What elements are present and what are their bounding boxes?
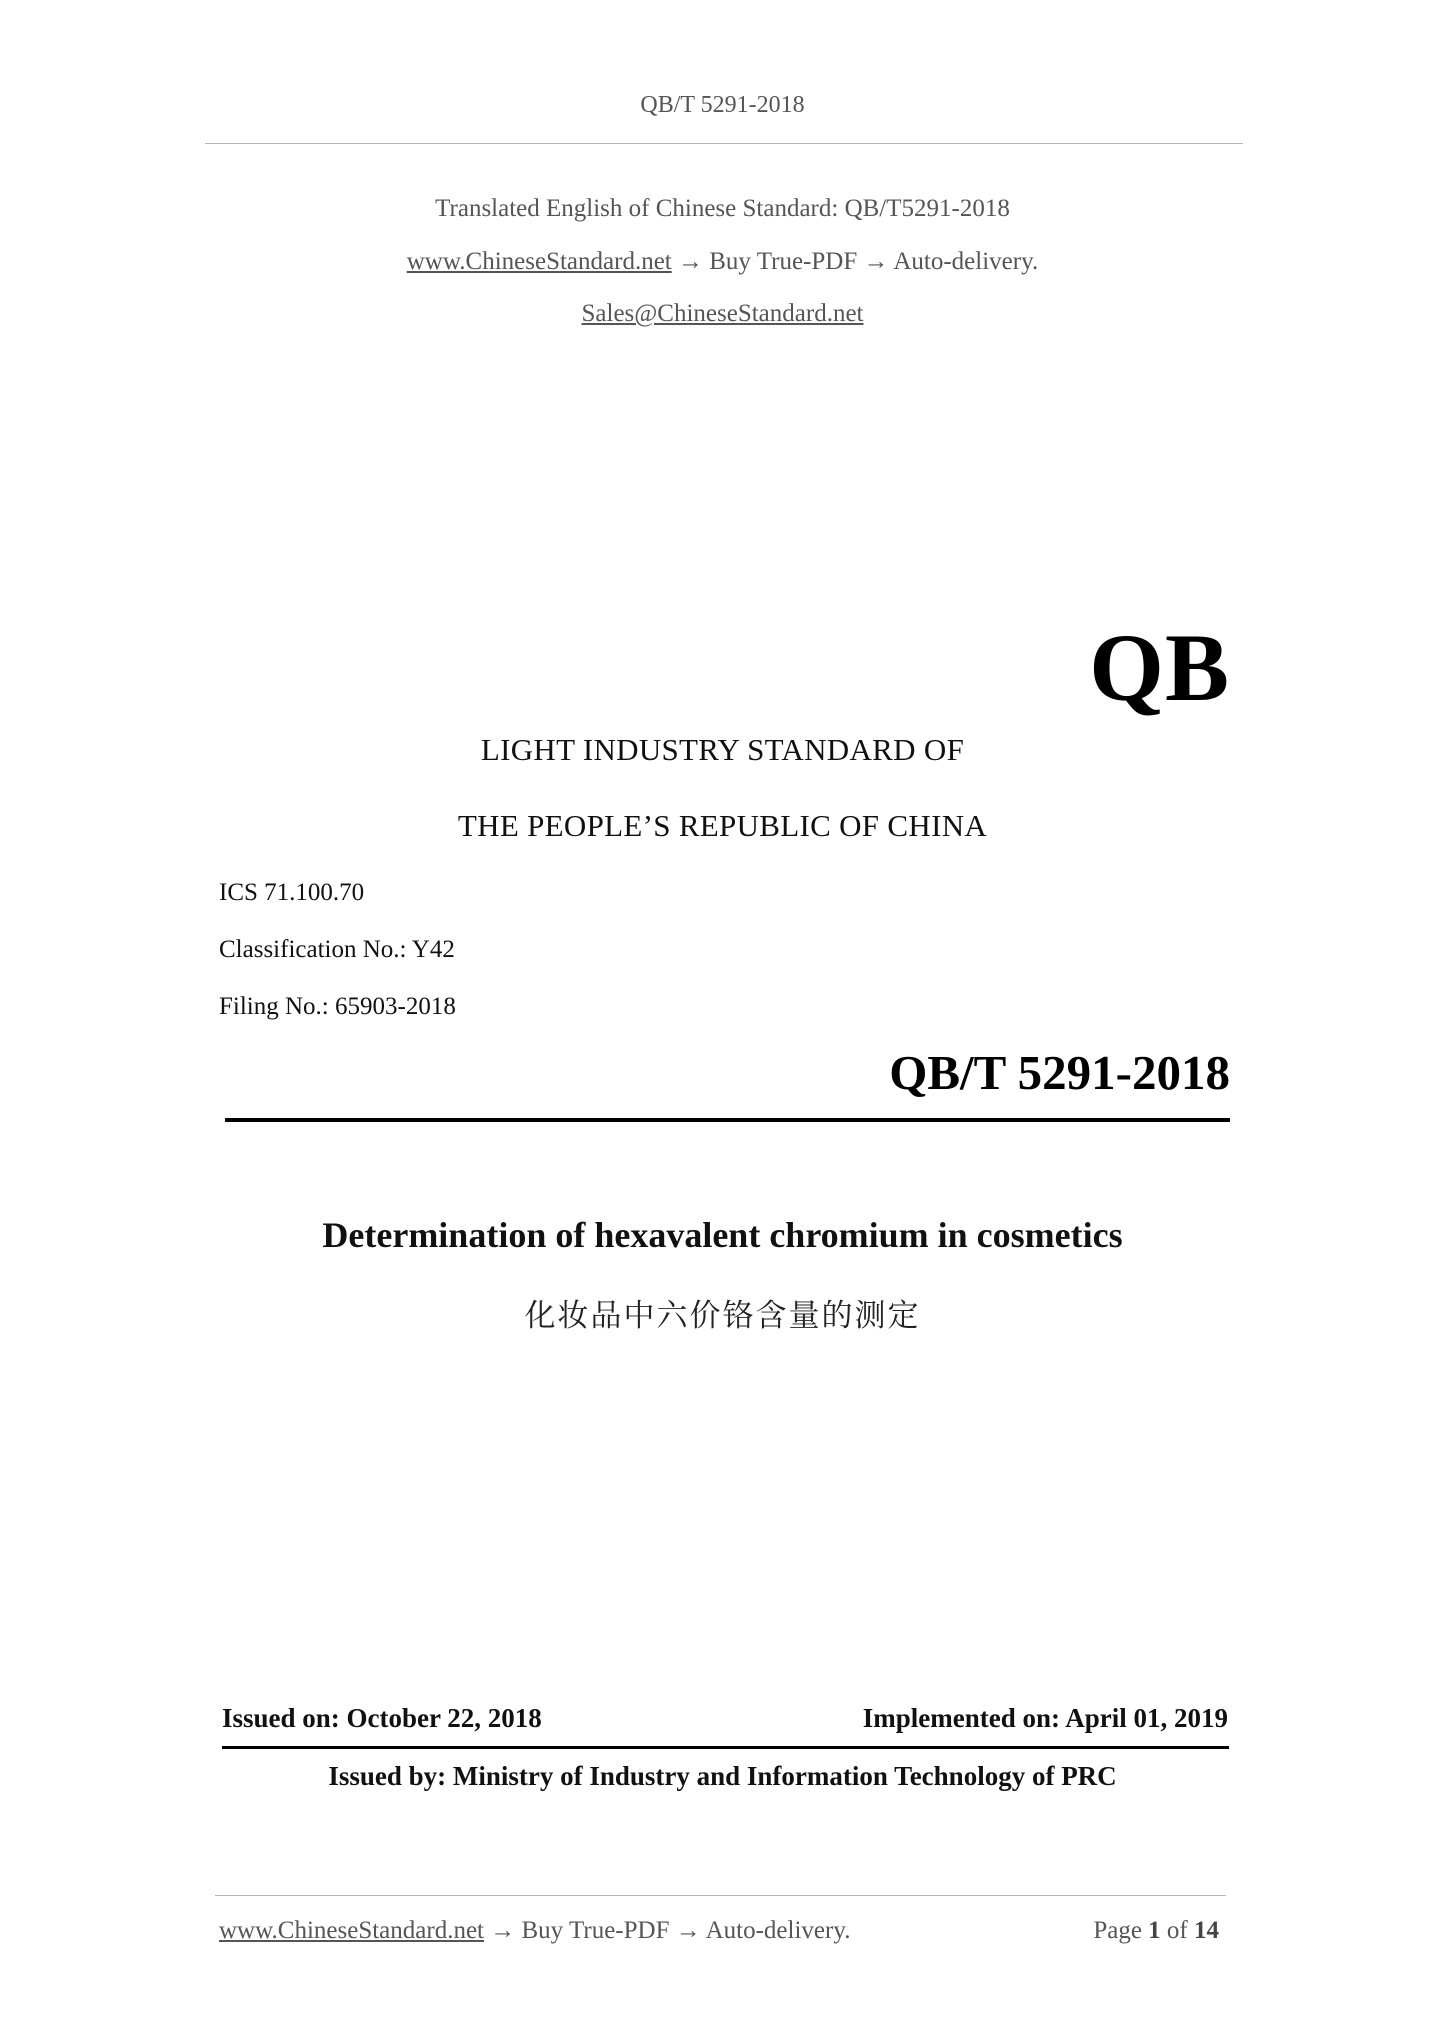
of-word: of [1166, 1917, 1188, 1944]
arrow-right-icon: → [678, 248, 703, 275]
footer-divider [215, 1895, 1226, 1896]
issued-on-date: Issued on: October 22, 2018 [222, 1703, 542, 1733]
standard-heading-line1: LIGHT INDUSTRY STANDARD OF [480, 732, 965, 767]
standard-heading-line2: THE PEOPLE’S REPUBLIC OF CHINA [457, 808, 988, 843]
classification-number: Classification No.: Y42 [219, 936, 455, 963]
page-total: 14 [1194, 1917, 1219, 1944]
ics-code: ICS 71.100.70 [219, 879, 365, 906]
auto-delivery-text: Auto-delivery. [893, 248, 1039, 275]
header-divider [205, 143, 1243, 144]
sales-email-link[interactable]: Sales@ChineseStandard.net [581, 300, 864, 327]
translation-links-line [0, 248, 1445, 276]
running-header: QB/T 5291-2018 [640, 92, 805, 118]
page-word: Page [1093, 1917, 1142, 1944]
buy-true-pdf-text: Buy True-PDF [709, 248, 858, 275]
issued-divider [222, 1746, 1229, 1749]
standard-number-divider [225, 1118, 1230, 1122]
footer-auto-delivery-text: Auto-delivery. [705, 1917, 851, 1944]
sales-email-line [0, 300, 1445, 328]
site-link[interactable]: www.ChineseStandard.net [406, 248, 672, 275]
qb-standard-mark: QB [1089, 614, 1230, 721]
arrow-right-icon: → [863, 248, 889, 275]
translation-title: Translated English of Chinese Standard: QB/T5291-2018 [435, 195, 1010, 222]
footer-site-link[interactable]: www.ChineseStandard.net [219, 1917, 484, 1944]
issued-by: Issued by: Ministry of Industry and Information Technology of PRC [328, 1761, 1117, 1791]
implemented-on-date: Implemented on: April 01, 2019 [862, 1703, 1228, 1733]
filing-number: Filing No.: 65903-2018 [219, 993, 456, 1020]
page-indicator [1093, 1917, 1219, 1945]
footer-links [219, 1917, 850, 1945]
standard-number: QB/T 5291-2018 [889, 1045, 1230, 1100]
arrow-right-icon: → [490, 1917, 516, 1944]
page-current: 1 [1148, 1917, 1161, 1944]
arrow-right-icon: → [675, 1917, 701, 1944]
footer-buy-true-pdf-text: Buy True-PDF [521, 1917, 670, 1944]
document-title-chinese: 化妆品中六价铬含量的测定 [524, 1298, 921, 1334]
document-title-english: Determination of hexavalent chromium in cosmetics [322, 1215, 1123, 1255]
